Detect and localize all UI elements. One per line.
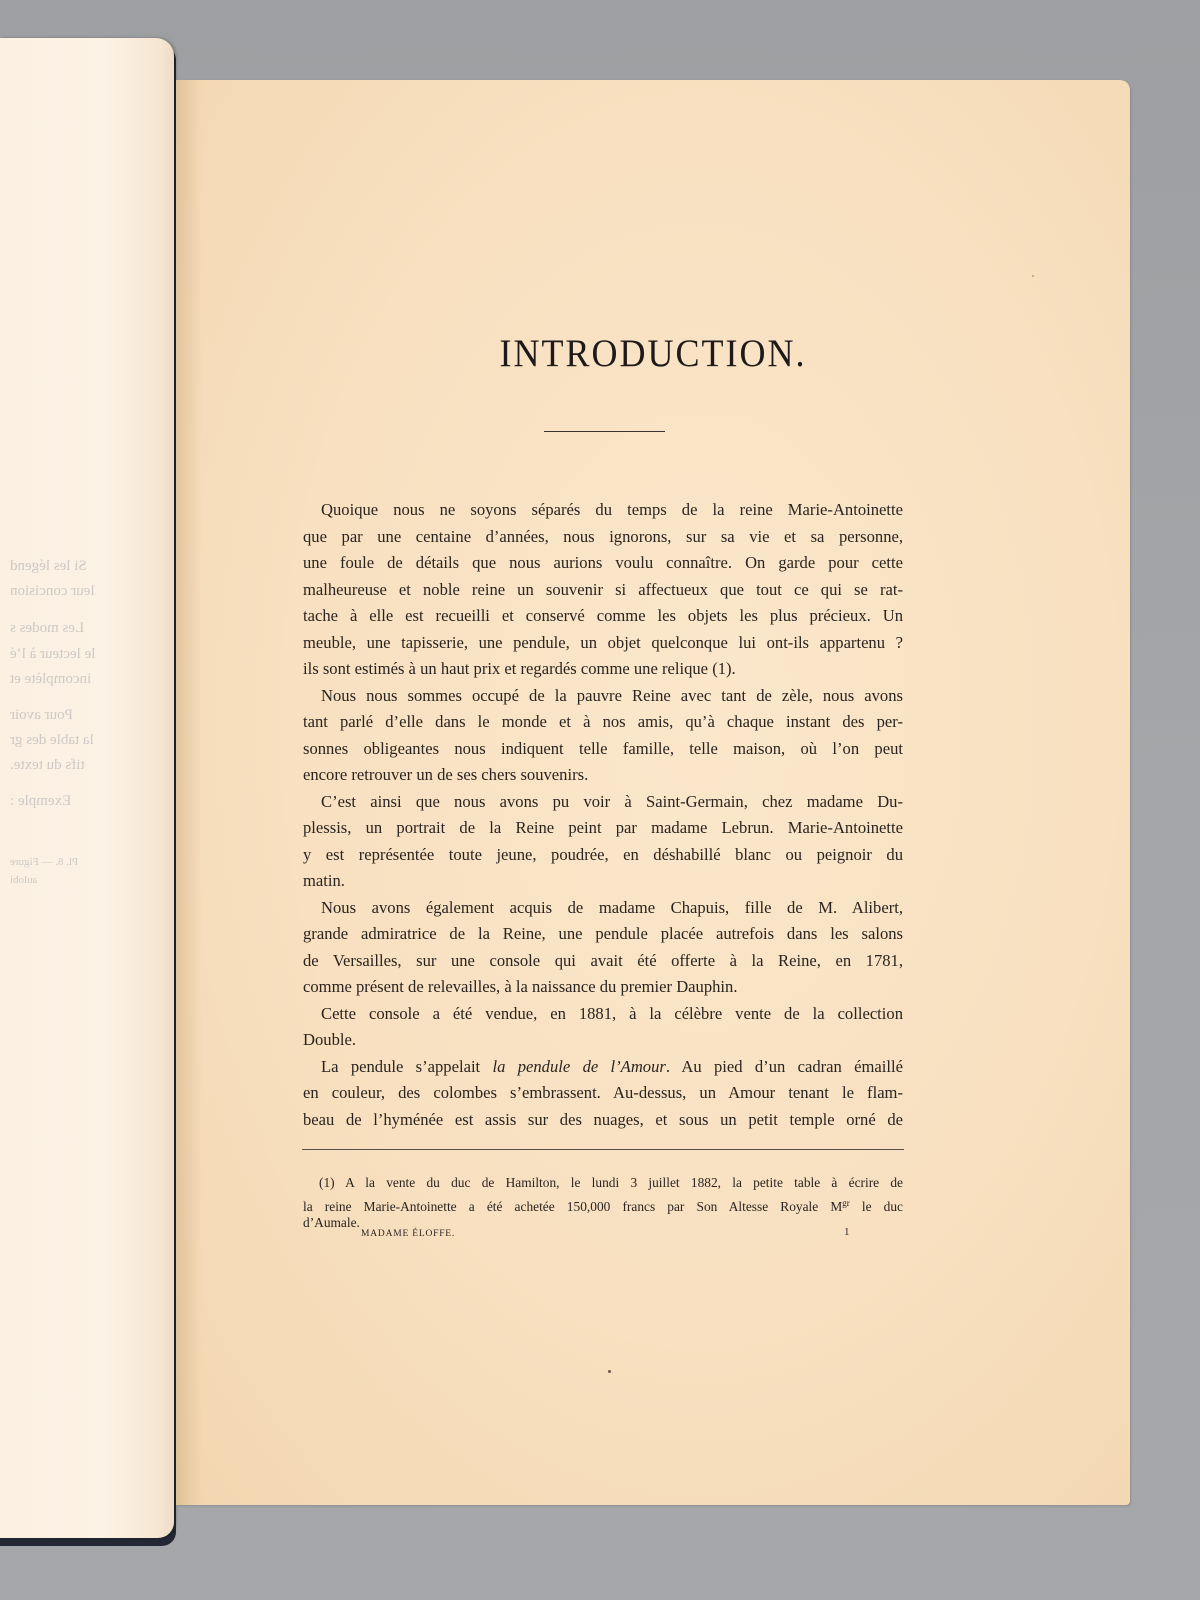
show-through-line: leur concision	[10, 583, 95, 599]
footnote-line: (1) A la vente du duc de Hamilton, le lundi 3 juillet 1882, la petite table à écrire de	[319, 1175, 903, 1190]
text-line: de Versailles, sur une console qui avait été offerte à la Reine, en 1781,	[303, 950, 903, 970]
text-line: Nous avons également acquis de madame Chapuis, fille de M. Alibert,	[321, 897, 903, 917]
text-line: ils sont estimés à un haut prix et regardés comme une relique (1).	[303, 659, 736, 678]
paper-speck	[608, 1370, 611, 1373]
text-line: beau de l’hyménée est assis sur des nuages, et sous un petit temple orné de	[303, 1109, 903, 1129]
text-line: encore retrouver un de ses chers souvenirs.	[303, 765, 589, 784]
text-line: matin.	[303, 871, 345, 890]
text-line: comme présent de relevailles, à la naissance du premier Dauphin.	[303, 977, 738, 996]
text-line: meuble, une tapisserie, une pendule, un objet quelconque lui ont-ils appartenu ?	[303, 632, 903, 652]
text-line: plessis, un portrait de la Reine peint par madame Lebrun. Marie-Antoinette	[303, 818, 903, 837]
footnote-line: d’Aumale.	[303, 1215, 360, 1230]
text-line: en couleur, des colombes s’embrassent. Au-dessus, un Amour tenant le flam-	[303, 1083, 903, 1102]
footnote	[303, 1173, 903, 1233]
page-title: INTRODUCTION.	[499, 331, 807, 375]
show-through-line: Exemple :	[10, 793, 72, 809]
show-through-text	[0, 38, 174, 1538]
text-line: Nous nous sommes occupé de la pauvre Reine avec tant de zèle, nous avons	[321, 685, 903, 705]
page-number: 1	[844, 1226, 850, 1238]
superscript: gr	[842, 1198, 850, 1208]
text-run: La pendule s’appelait	[321, 1056, 481, 1076]
text-line: Cette console a été vendue, en 1881, à la célèbre vente de la collection	[321, 1003, 903, 1023]
text-line: y est représentée toute jeune, poudrée, en déshabillé blanc ou peignoir du	[303, 844, 903, 864]
text-line: malheureuse et noble reine un souvenir si affectueux que tout ce qui se rat-	[303, 579, 903, 599]
footnote-run: la reine Marie-Antoinette a été achetée 150,000 francs par Son Altesse Royale M	[303, 1199, 843, 1214]
text-line-with-italic	[303, 1054, 903, 1081]
text-line: C’est ainsi que nous avons pu voir à Saint-Germain, chez madame Du-	[321, 791, 903, 811]
gutter-shade	[176, 80, 202, 1505]
title-rule	[544, 431, 665, 432]
italic-title: la pendule de l’Amour	[492, 1056, 666, 1076]
text-line: une foule de détails que nous aurions voulu connaître. On garde pour cette	[303, 553, 903, 572]
text-line: que par une centaine d’années, nous ignorons, sur sa vie et sa personne,	[303, 526, 903, 546]
text-line: grande admiratrice de la Reine, une pendule placée autrefois dans les salons	[303, 924, 903, 943]
show-through-line: incomplète et	[10, 671, 92, 687]
show-through-line: aulobi	[10, 874, 38, 886]
show-through-line: le lecteur à l’é	[10, 646, 96, 662]
show-through-line: Pour avoir	[10, 707, 73, 723]
left-page	[0, 38, 174, 1538]
show-through-line: Si les légend	[10, 558, 87, 574]
show-through-line: Les modes s	[10, 620, 85, 636]
footnote-rule	[302, 1149, 904, 1150]
right-page	[176, 80, 1130, 1505]
signature-mark: MADAME ÉLOFFE.	[361, 1229, 456, 1239]
footnote-line	[303, 1193, 903, 1213]
text-line: Quoique nous ne soyons séparés du temps de la reine Marie-Antoinette	[321, 500, 903, 519]
text-line: sonnes obligeantes nous indiquent telle famille, telle maison, où l’on peut	[303, 738, 903, 758]
show-through-line: Pl. 8. — Figure	[10, 856, 79, 868]
text-line: Double.	[303, 1030, 356, 1049]
text-line: tant parlé d’elle dans le monde et à nos amis, qu’à chaque instant des per-	[303, 712, 903, 731]
body-text	[303, 497, 903, 1133]
show-through-line: tifs du texte.	[10, 757, 85, 773]
show-through-line: la table des gr	[10, 732, 94, 748]
text-run: . Au pied d’un cadran émaillé	[665, 1056, 903, 1076]
footnote-run: le duc	[849, 1199, 903, 1214]
paper-speck	[1032, 275, 1034, 277]
text-line: tache à elle est recueilli et conservé comme les objets les plus précieux. Un	[303, 606, 903, 625]
